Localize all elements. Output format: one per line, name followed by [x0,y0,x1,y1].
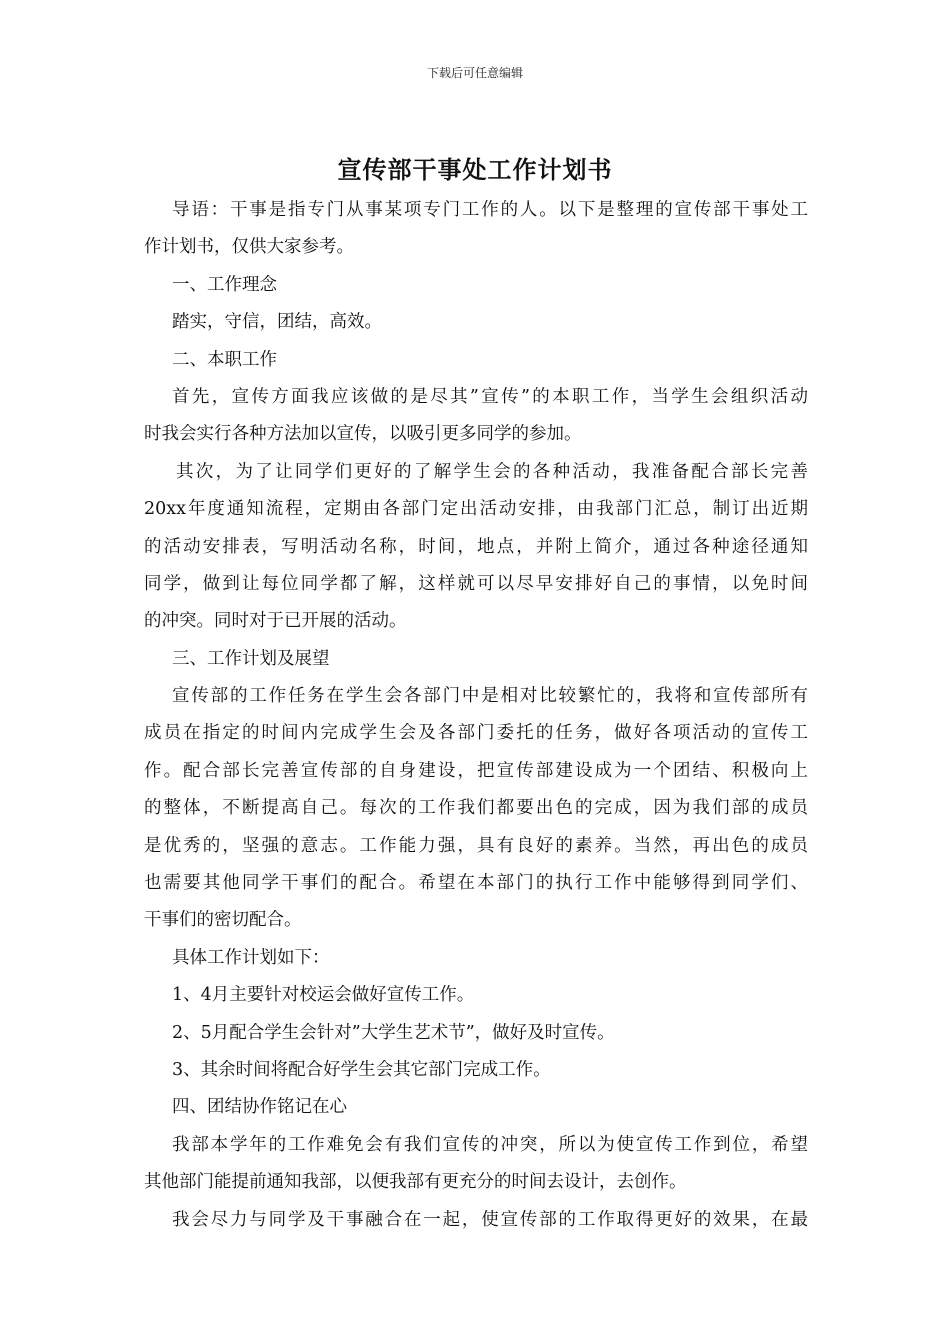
paragraph-line: 成员在指定的时间内完成学生会及各部门委托的任务，做好各项活动的宣传工 [144,723,808,744]
paragraph-line: 干事们的密切配合。 [144,910,302,931]
list-item: 3、其余时间将配合好学生会其它部门完成工作。 [172,1059,551,1080]
paragraph-line: 作。配合部长完善宣传部的自身建设，把宣传部建设成为一个团结、积极向上 [144,760,808,781]
paragraph-line: 20xx年度通知流程，定期由各部门定出活动安排，由我部门汇总，制订出近期 [144,499,808,520]
paragraph-line: 导语：干事是指专门从事某项专门工作的人。以下是整理的宣传部干事处工 [172,200,808,220]
section-heading: 一、工作理念 [172,274,277,295]
section-heading: 四、团结协作铭记在心 [172,1097,347,1118]
paragraph-line: 是优秀的，坚强的意志。工作能力强，具有良好的素养。当然，再出色的成员 [144,835,808,856]
paragraph-line: 时我会实行各种方法加以宣传，以吸引更多同学的参加。 [144,424,582,445]
paragraph-line: 的整体，不断提高自己。每次的工作我们都要出色的完成，因为我们部的成员 [144,798,808,819]
paragraph-line: 首先，宣传方面我应该做的是尽其”宣传”的本职工作，当学生会组织活动 [172,386,808,407]
list-item: 2、5月配合学生会针对”大学生艺术节”，做好及时宣传。 [172,1022,615,1043]
document-title: 宣传部干事处工作计划书 [337,155,613,184]
list-item: 1、4月主要针对校运会做好宣传工作。 [172,985,475,1006]
paragraph-line: 也需要其他同学干事们的配合。希望在本部门的执行工作中能够得到同学们、 [144,873,808,894]
document-body [144,192,808,1239]
paragraph-line: 其他部门能提前通知我部，以便我部有更充分的时间去设计，去创作。 [144,1172,687,1193]
paragraph-line: 宣传部的工作任务在学生会各部门中是相对比较繁忙的，我将和宣传部所有 [172,686,808,707]
paragraph-line: 的活动安排表，写明活动名称，时间，地点，并附上简介，通过各种途径通知 [144,536,808,557]
paragraph-line: 的冲突。同时对于已开展的活动。 [144,611,407,632]
paragraph-line: 作计划书，仅供大家参考。 [144,237,354,258]
paragraph-line: 我会尽力与同学及干事融合在一起，使宣传部的工作取得更好的效果，在最 [172,1209,808,1230]
header-note: 下载后可任意编辑 [426,66,523,80]
paragraph-line: 我部本学年的工作难免会有我们宣传的冲突，所以为使宣传工作到位，希望 [172,1134,808,1155]
paragraph-line: 其次，为了让同学们更好的了解学生会的各种活动，我准备配合部长完善 [176,461,808,482]
section-heading: 三、工作计划及展望 [172,648,330,669]
paragraph-line: 具体工作计划如下： [172,947,330,968]
section-heading: 二、本职工作 [172,349,277,370]
paragraph-line: 踏实，守信，团结，高效。 [172,312,382,333]
paragraph-line: 同学，做到让每位同学都了解，这样就可以尽早安排好自己的事情，以免时间 [144,573,808,594]
